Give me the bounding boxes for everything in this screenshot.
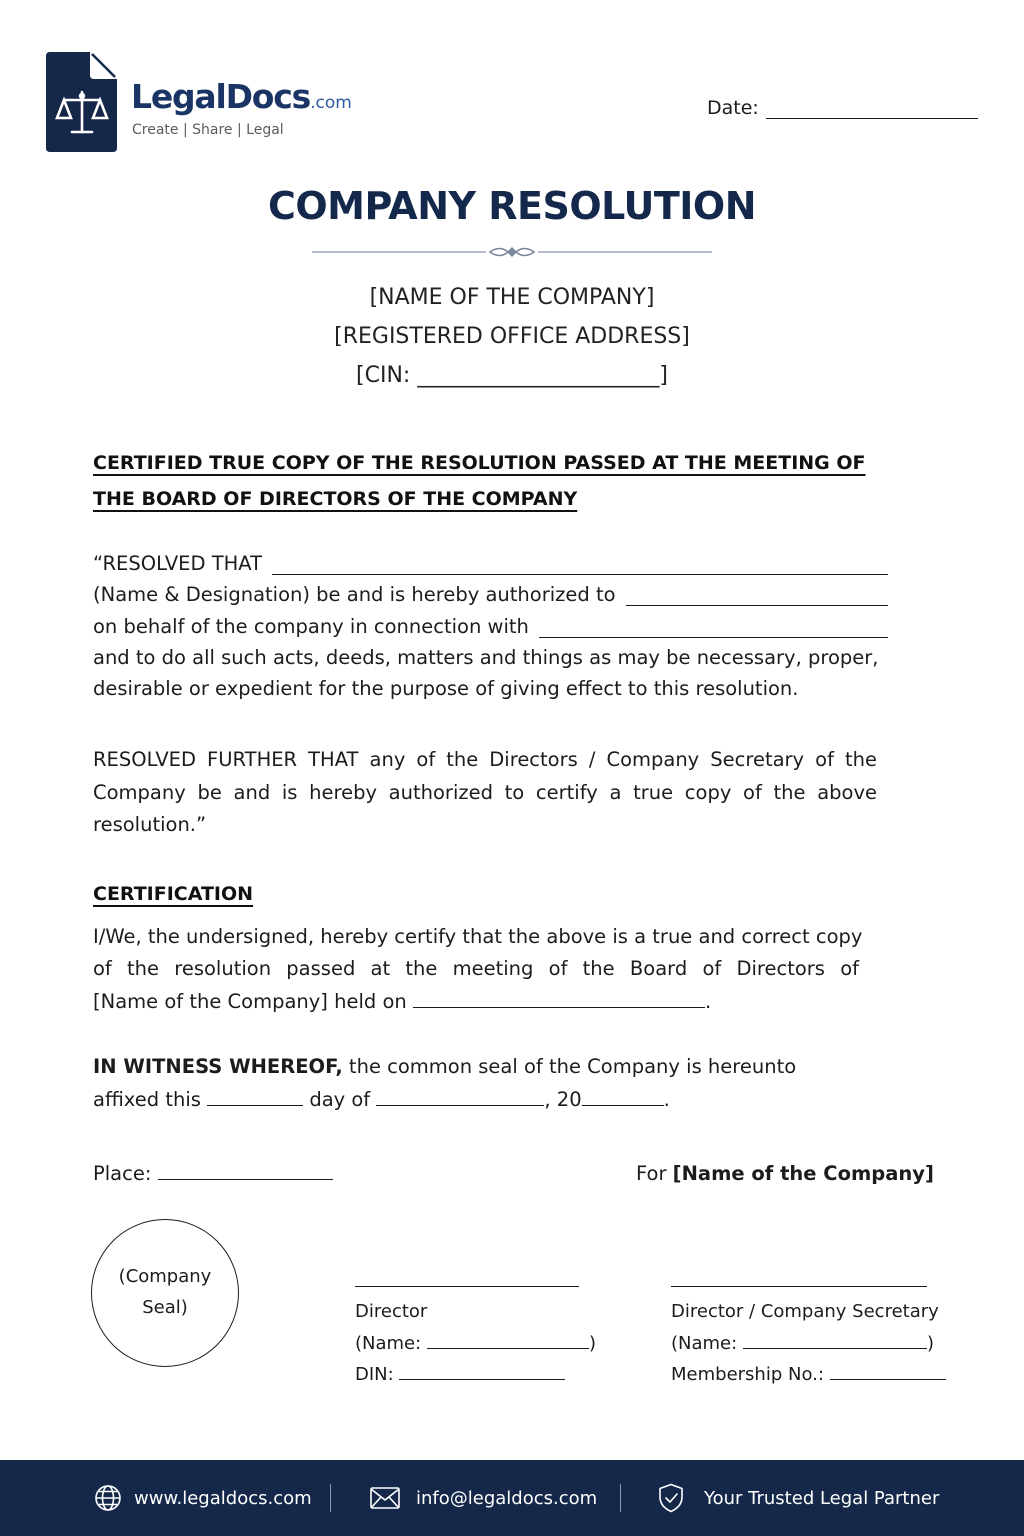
globe-icon <box>94 1484 122 1512</box>
further-resolution-line2: Company be and is hereby authorized to certify a true copy of the above <box>93 781 877 804</box>
period: . <box>663 1088 670 1111</box>
day-of-text: day of <box>309 1088 371 1111</box>
membership-field[interactable] <box>830 1378 946 1380</box>
shield-check-icon <box>658 1483 684 1513</box>
period: . <box>704 990 712 1013</box>
brand-domain-suffix: .com <box>310 93 352 113</box>
further-resolution-line1: RESOLVED FURTHER THAT any of the Directors / Company Secretary of the <box>93 748 877 771</box>
authorized-line <box>93 583 888 606</box>
connection-field[interactable] <box>539 619 888 638</box>
secretary-title: Director / Company Secretary <box>671 1301 939 1322</box>
certification-line3 <box>93 990 711 1013</box>
day-field[interactable] <box>207 1104 303 1106</box>
footer-slogan-text: Your Trusted Legal Partner <box>704 1487 940 1509</box>
footer-email-text: info@legaldocs.com <box>416 1487 598 1509</box>
company-name-placeholder: [NAME OF THE COMPANY] <box>369 285 655 310</box>
resolved-that-text: “RESOLVED THAT <box>93 552 263 575</box>
company-seal-circle <box>91 1219 239 1367</box>
further-resolution-line3: resolution.” <box>93 813 207 836</box>
certification-heading: CERTIFICATION <box>93 883 254 905</box>
certification-line3-text: [Name of the Company] held on <box>93 990 407 1013</box>
footer-slogan <box>658 1460 939 1536</box>
footer-divider <box>620 1484 621 1512</box>
logo-icon <box>46 52 118 152</box>
title-divider <box>312 244 712 260</box>
director-din-line <box>355 1364 565 1385</box>
director-title: Director <box>355 1301 428 1322</box>
certification-line2: of the resolution passed at the meeting of the Board of Directors of <box>93 957 859 980</box>
date-label: Date: <box>707 97 759 119</box>
meeting-date-field[interactable] <box>413 1006 705 1008</box>
document-title: COMPANY RESOLUTION <box>267 184 757 228</box>
director-name-line <box>355 1333 596 1354</box>
for-company-name: [Name of the Company] <box>672 1162 934 1185</box>
footer-website[interactable] <box>94 1460 312 1536</box>
resolution-heading-line2: THE BOARD OF DIRECTORS OF THE COMPANY <box>93 488 578 510</box>
resolution-text-line4: and to do all such acts, deeds, matters and things as may be necessary, proper, <box>93 646 879 669</box>
place-line <box>93 1162 333 1185</box>
authorized-purpose-field[interactable] <box>626 587 888 606</box>
seal-line1: (Company <box>118 1266 212 1288</box>
witness-text: the common seal of the Company is hereunto <box>342 1055 797 1078</box>
year-prefix: , 20 <box>544 1088 582 1111</box>
membership-label: Membership No.: <box>671 1364 824 1385</box>
resolution-text-line5: desirable or expedient for the purpose of giving effect to this resolution. <box>93 677 799 700</box>
connection-text: on behalf of the company in connection with <box>93 615 529 638</box>
certification-line1: I/We, the undersigned, hereby certify that the above is a true and correct copy <box>93 925 863 948</box>
director-name-field[interactable] <box>427 1347 589 1349</box>
footer-divider <box>330 1484 331 1512</box>
witness-line1 <box>93 1055 796 1078</box>
footer-website-text: www.legaldocs.com <box>134 1487 312 1509</box>
director-signature-line[interactable] <box>355 1285 579 1287</box>
paren-close: ) <box>588 1333 596 1354</box>
membership-line <box>671 1364 946 1385</box>
paren-close: ) <box>926 1333 934 1354</box>
din-label: DIN: <box>355 1364 394 1385</box>
place-label: Place: <box>93 1162 152 1185</box>
brand-name: LegalDocs.com <box>131 77 352 116</box>
resolved-that-line <box>93 552 888 575</box>
place-field[interactable] <box>158 1178 333 1180</box>
mail-icon <box>370 1487 400 1509</box>
connection-line <box>93 615 888 638</box>
director-name-label: (Name: <box>355 1333 422 1354</box>
secretary-name-label: (Name: <box>671 1333 738 1354</box>
footer-bar <box>0 1460 1024 1536</box>
witness-bold: IN WITNESS WHEREOF, <box>93 1055 343 1078</box>
witness-line2 <box>93 1088 670 1111</box>
date-field[interactable] <box>766 118 978 119</box>
resolution-heading-line1: CERTIFIED TRUE COPY OF THE RESOLUTION PASSED AT THE MEETING OF <box>93 452 866 474</box>
registered-office-placeholder: [REGISTERED OFFICE ADDRESS] <box>334 324 690 349</box>
authorized-text: (Name & Designation) be and is hereby authorized to <box>93 583 616 606</box>
month-field[interactable] <box>376 1104 544 1106</box>
din-field[interactable] <box>399 1378 565 1380</box>
for-label: For <box>636 1162 673 1185</box>
resolved-name-field[interactable] <box>272 556 888 575</box>
affixed-text: affixed this <box>93 1088 201 1111</box>
seal-line2: Seal) <box>142 1297 188 1318</box>
secretary-signature-line[interactable] <box>671 1285 927 1287</box>
cin-placeholder: [CIN: ______________________] <box>356 363 668 388</box>
year-field[interactable] <box>582 1104 664 1106</box>
secretary-name-field[interactable] <box>743 1347 927 1349</box>
for-company-line <box>636 1162 934 1185</box>
footer-email[interactable] <box>370 1460 597 1536</box>
secretary-name-line <box>671 1333 934 1354</box>
brand-tagline: Create | Share | Legal <box>132 122 284 138</box>
